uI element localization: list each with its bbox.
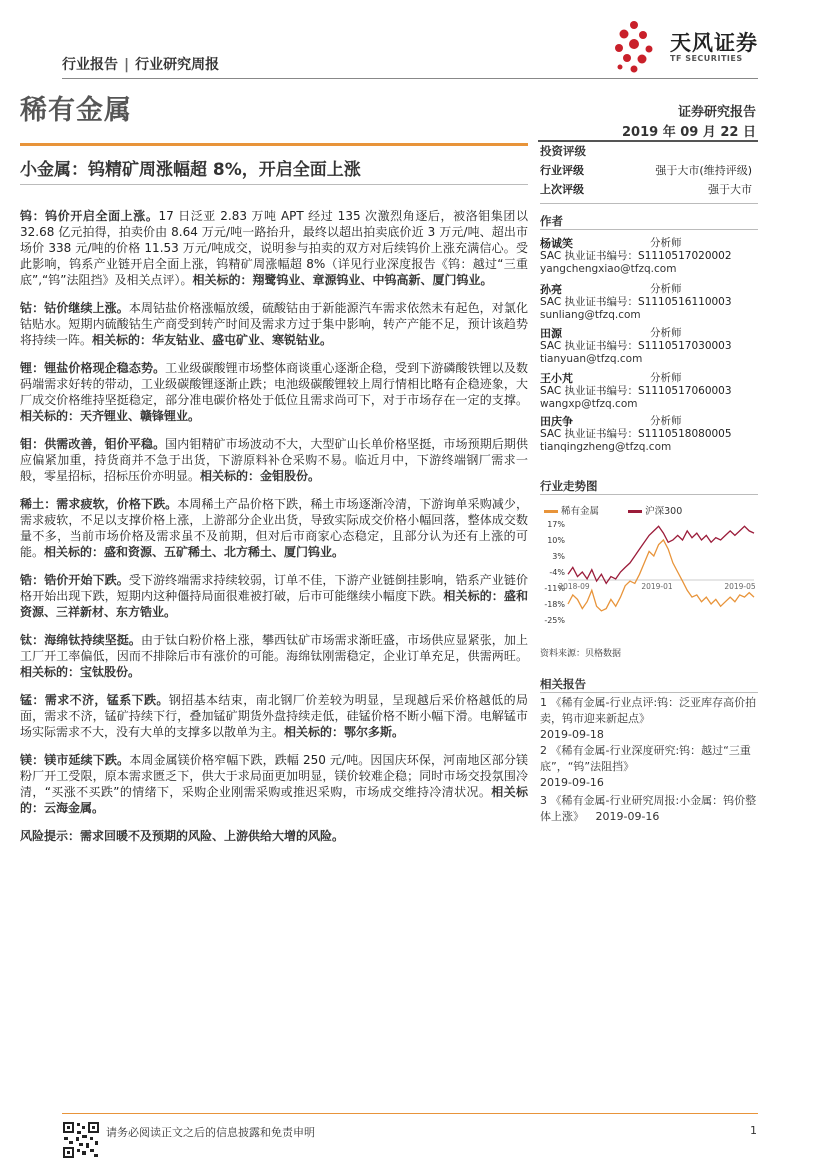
main-body [20,208,528,856]
paragraph-lead: 钛：海绵钛持续坚挺。 [20,633,141,647]
x-tick-label: 2018-09 [558,582,590,591]
rating-heading: 投资评级 [540,144,586,158]
paragraph-targets: 相关标的：盛和资源、三祥新材、东方锆业。 [20,589,528,619]
paragraph-text: 受下游终端需求持续较弱，订单不佳，下游产业链倒挂影响，锆系产业链价格开始出现下跌，短期内这种僵持局面很难被打破，后市可能继续小幅度下跌。 [20,573,528,603]
rating-previous-label: 上次评级 [540,183,584,196]
analyst-email[interactable]: yangchengxiao@tfzq.com [540,263,677,275]
paragraph-magnesium [20,752,528,816]
paragraph-targets: 相关标的：盛和资源、五矿稀土、北方稀土、厦门钨业。 [44,545,345,559]
analyst-sac: SAC 执业证书编号：S1110516110003 [540,296,732,308]
breadcrumb [62,54,219,74]
rating-industry-value: 强于大市(维持评级) [655,164,752,177]
analyst-email[interactable]: tianyuan@tfzq.com [540,353,643,365]
analyst-sac: SAC 执业证书编号：S1110517060003 [540,385,732,397]
analyst-entry [540,327,758,366]
report-date: 2019 年 09 月 22 日 [622,125,756,140]
paragraph-rare-earth [20,496,528,560]
y-tick-label: -11% [544,584,565,593]
footer-disclaimer: 请务必阅读正文之后的信息披露和免责申明 [106,1126,315,1139]
y-tick-label: -25% [544,616,565,625]
paragraph-targets: 相关标的：翔鹭钨业、章源钨业、中钨高新、厦门钨业。 [192,273,493,287]
paragraph-zirconium [20,572,528,620]
analyst-role: 分析师 [650,237,682,249]
paragraph-text: 国内钼精矿市场波动不大，大型矿山长单价格坚挺，市场预期后期供应偏紧加重，持货商并不急于出货，下游原料补仓采购不易。临近月中，下游终端钢厂需求一般，零星招标，招标压价亦明显。 [20,437,528,483]
analyst-name: 孙亮 [540,283,562,296]
paragraph-titanium [20,632,528,680]
analyst-email[interactable]: sunliang@tfzq.com [540,309,641,321]
paragraph-tungsten [20,208,528,288]
y-tick-label: 17% [547,520,565,529]
analyst-sac: SAC 执业证书编号：S1110518080005 [540,428,732,440]
legend-swatch-rare-metal [544,510,558,513]
report-title: 小金属：钨精矿周涨幅超 8%，开启全面上涨 [20,160,361,180]
analyst-entry [540,283,758,322]
header-divider [62,78,758,79]
related-report-date: 2019-09-16 [595,810,660,823]
paragraph-lead: 锰：需求不济，锰系下跌。 [20,693,169,707]
paragraph-molybdenum [20,436,528,484]
logo-name: 天风证券 [670,31,758,55]
rating-industry-label: 行业评级 [540,164,584,177]
related-report[interactable] [540,743,758,791]
breadcrumb-separator: | [124,57,130,73]
qr-code-icon [62,1121,100,1159]
y-tick-label: 3% [552,552,565,561]
paragraph-manganese [20,692,528,740]
paragraph-targets: 相关标的：金钼股份。 [200,469,321,483]
y-tick-label: -18% [544,600,565,609]
legend-label-rare-metal: 稀有金属 [561,506,600,517]
analyst-entry [540,372,758,411]
rating-previous-value: 强于大市 [708,183,752,196]
paragraph-text: 工业级碳酸锂市场整体商谈重心逐渐企稳，受到下游磷酸铁锂以及数码端需求好转的带动，工业级碳酸锂逐渐止跌；电池级碳酸锂较上周行情相比略有企稳迹象，大厂成交价格维持坚挺稳定，部分准电碳价格处于低位且需求尚可下，对于市场存在一定的支撑。 [20,361,528,407]
analyst-entry [540,237,758,276]
paragraph-targets: 相关标的：天齐锂业、赣锋锂业。 [20,409,201,423]
paragraph-lead: 锆：锆价开始下跌。 [20,573,129,587]
paragraph-lead: 钨：钨价开启全面上涨。 [20,209,159,223]
paragraph-lead: 稀土：需求疲软，价格下跌。 [20,497,178,511]
analyst-name: 田源 [540,327,562,340]
analyst-role: 分析师 [650,415,682,427]
rating-divider [540,203,758,204]
related-report-title[interactable]: 3 《稀有金属-行业研究周报:小金属：钨价整体上涨》 [540,794,757,823]
title-accent-bar [20,143,528,146]
series-line-hs300 [568,526,754,583]
related-report[interactable] [540,695,758,743]
authors-heading: 作者 [540,214,563,228]
paragraph-lead: 钼：供需改善，钼价平稳。 [20,437,166,451]
paragraph-text: 17 日泛亚 2.83 万吨 APT 经过 135 次激烈角逐后，被洛钼集团以 32.68 亿元拍得，拍卖价由 8.64 万元/吨一路抬升，最终以超出拍卖底价近 3 万元/吨、超出市场价 338 元/吨的价格 11.53 万元/吨成交，说明参与拍卖的双方对后续钨价上涨充满信心。受此影响，钨系产业链开启全面上涨，钨精矿周涨幅超 8%（详见行业深度报告《钨：越过“三重底”,“钨”法阻挡》及相关点评）。 [20,209,528,287]
paragraph-cobalt [20,300,528,348]
breadcrumb-weekly: 行业研究周报 [135,57,220,73]
trend-heading: 行业走势图 [540,479,598,493]
page-number: 1 [750,1124,757,1137]
paragraph-text: 本周金属镁价格窄幅下跌，跌幅 250 元/吨。因国庆环保，河南地区部分镁粉厂开工受限，原本需求匮乏下，供大于求局面更加明显，镁价较难企稳；同时市场交投氛围冷清，“买涨不买跌”的情绪下，采购企业刚需采购或推迟采购，市场成交维持冷清状况。 [20,753,528,799]
analyst-role: 分析师 [650,372,682,384]
analyst-email[interactable]: wangxp@tfzq.com [540,398,638,410]
paragraph-targets: 相关标的：鄂尔多斯。 [284,725,405,739]
paragraph-lead: 锂：锂盐价格现企稳态势。 [20,361,166,375]
authors-divider [540,229,758,230]
trend-chart [538,516,760,634]
footer-divider [62,1113,758,1114]
analyst-role: 分析师 [650,327,682,339]
related-report-title[interactable]: 2 《稀有金属-行业深度研究:钨：越过“三重底”，“钨”法阻挡》 [540,744,751,773]
x-tick-label: 2019-01 [641,582,673,591]
related-report-date: 2019-09-18 [540,728,604,741]
analyst-email[interactable]: tianqingzheng@tfzq.com [540,441,672,453]
y-tick-label: -4% [549,568,565,577]
sidebar-top-rule [538,140,758,142]
paragraph-targets: 相关标的：云海金属。 [20,785,528,815]
related-divider [540,692,758,693]
paragraph-lead: 镁：镁市延续下跌。 [20,753,130,767]
paragraph-text: 由于钛白粉价格上涨，攀西钛矿市场需求渐旺盛，市场供应显紧张，加上工厂开工率偏低，因而不排除后市有涨价的可能。海绵钛刚需稳定，企业订单充足，供需两旺。 [20,633,528,663]
series-line-rare-metal [568,540,754,611]
report-type: 证券研究报告 [677,105,756,120]
paragraph-targets: 相关标的：华友钴业、盛屯矿业、寒锐钴业。 [92,333,333,347]
analyst-sac: SAC 执业证书编号：S1110517030003 [540,340,732,352]
logo-subtitle: TF SECURITIES [670,54,743,63]
breadcrumb-report: 行业报告 [62,57,118,73]
paragraph-text: 钢招基本结束，南北钢厂价差较为明显，呈现越后采价格越低的局面，需求不济，锰矿持续下行，叠加锰矿期货外盘持续走低，硅锰价格不断小幅下滑。电解锰市场实际需求不大，没有大单的支撑多以散单为主。 [20,693,528,739]
paragraph-lead: 钴：钴价继续上涨。 [20,301,129,315]
analyst-name: 杨诚笑 [540,237,573,250]
risk-warning: 风险提示：需求回暖不及预期的风险、上游供给大增的风险。 [20,829,345,843]
chart-source: 资料来源：贝格数据 [540,649,622,659]
rating-industry-row [540,162,758,178]
y-tick-label: 10% [547,536,565,545]
analyst-name: 田庆争 [540,415,573,428]
x-tick-label: 2019-05 [724,582,756,591]
paragraph-lithium [20,360,528,424]
legend-swatch-hs300 [628,510,642,513]
legend-label-hs300: 沪深300 [645,506,683,517]
related-report[interactable] [540,793,758,825]
rating-previous-row [540,181,758,197]
analyst-entry [540,415,758,454]
trend-divider [540,494,758,495]
related-report-date: 2019-09-16 [540,776,604,789]
chart-legend [544,503,682,517]
paragraph-text: 本周稀土产品价格下跌，稀土市场逐渐冷清，下游询单采购减少，需求疲软，不足以支撑价格上涨，上游部分企业出货，导致实际成交价格小幅回落，整体成交数量不多，当前市场价格及需求虽不及前期，但对后市商家心态稳定，且部分认为还有上涨的可能。 [20,497,528,559]
related-heading: 相关报告 [540,677,586,691]
title-underline [20,184,528,185]
related-report-title[interactable]: 1 《稀有金属-行业点评:钨：泛亚库存高价拍卖，钨市迎来新起点》 [540,696,757,725]
paragraph-text: 本周钴盐价格涨幅放缓，硫酸钴由于新能源汽车需求依然未有起色，对氯化钴贴水。短期内硫酸钴生产商受到转产时间及需求方过于集中影响，转产产能不足，预计该趋势将持续一阵。 [20,301,528,347]
analyst-sac: SAC 执业证书编号：S1110517020002 [540,250,732,262]
analyst-role: 分析师 [650,283,682,295]
industry-title: 稀有金属 [20,95,132,126]
analyst-name: 王小芃 [540,372,573,385]
paragraph-targets: 相关标的：宝钛股份。 [20,665,141,679]
